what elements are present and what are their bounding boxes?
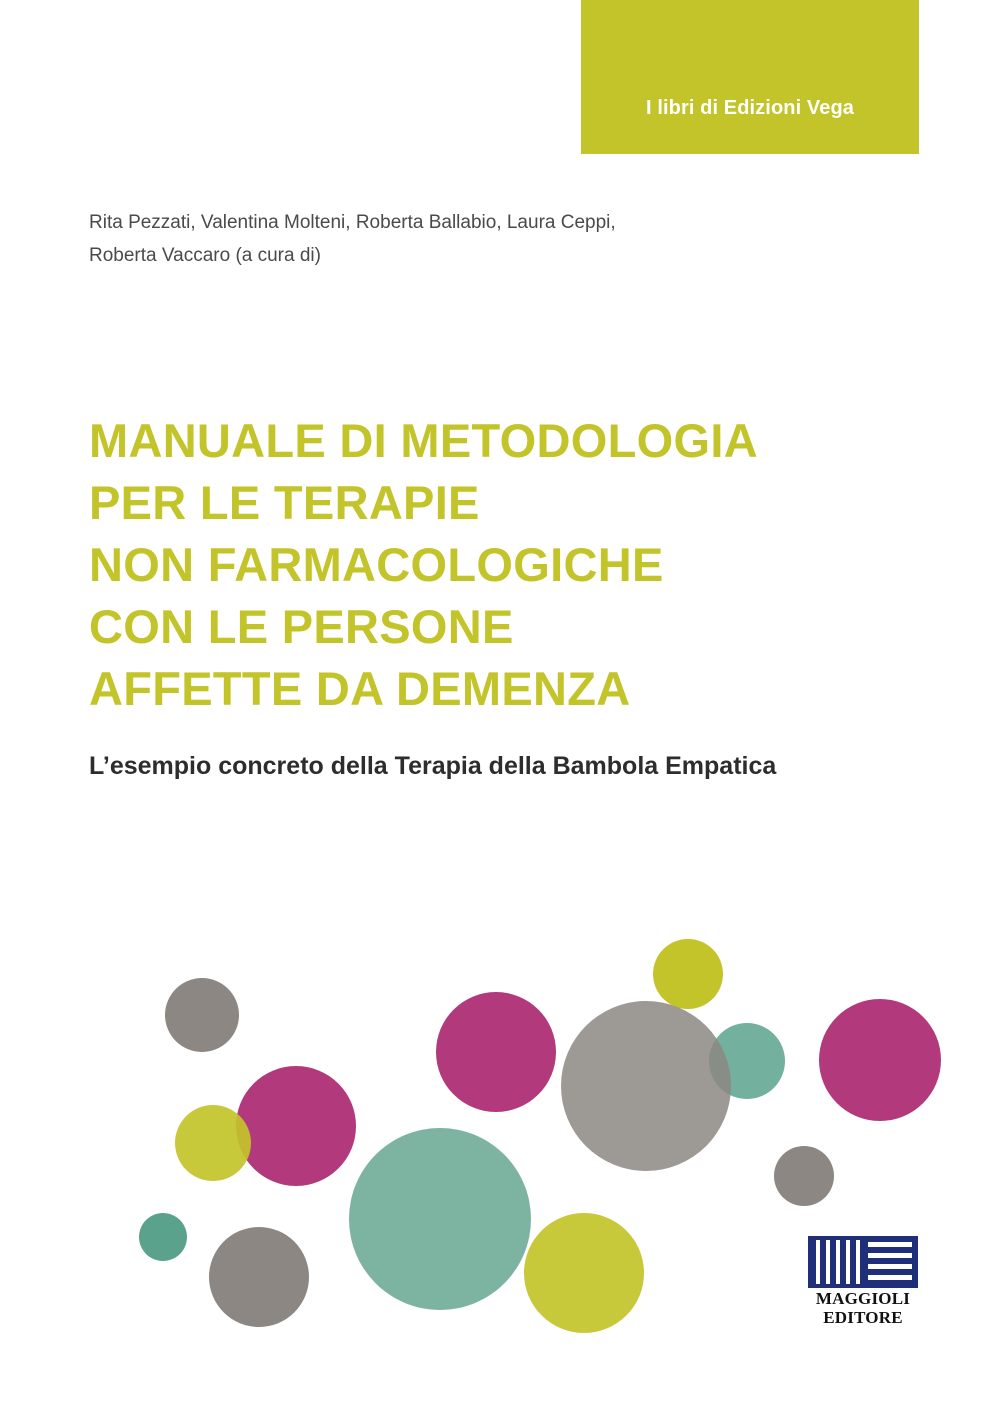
maggioli-logo-icon: [808, 1236, 918, 1288]
title-line: CON LE PERSONE: [89, 600, 514, 653]
title-line: AFFETTE DA DEMENZA: [89, 662, 631, 715]
circle-dark-teal: [139, 1213, 187, 1261]
circle-gray: [209, 1227, 309, 1327]
circle-gray: [165, 978, 239, 1052]
publisher-name: MAGGIOLI: [815, 1289, 911, 1308]
publisher-subname: EDITORE: [823, 1308, 903, 1327]
circle-lime: [175, 1105, 251, 1181]
circle-lime: [653, 939, 723, 1009]
series-label: I libri di Edizioni Vega: [646, 97, 854, 119]
circle-magenta: [819, 999, 941, 1121]
circle-magenta: [436, 992, 556, 1112]
book-subtitle: L’esempio concreto della Terapia della Bambola Empatica: [89, 752, 777, 780]
circle-lime: [524, 1213, 644, 1333]
circle-magenta: [236, 1066, 356, 1186]
authors-line: Roberta Vaccaro (a cura di): [89, 245, 321, 266]
title-line: NON FARMACOLOGICHE: [89, 538, 664, 591]
authors-line: Rita Pezzati, Valentina Molteni, Roberta Ballabio, Laura Ceppi,: [89, 212, 616, 233]
circle-gray: [774, 1146, 834, 1206]
title-line: PER LE TERAPIE: [89, 476, 480, 529]
circle-teal: [349, 1128, 531, 1310]
circle-gray: [561, 1001, 731, 1171]
title-line: MANUALE DI METODOLOGIA: [89, 414, 758, 467]
publisher-logo: [806, 1236, 920, 1336]
